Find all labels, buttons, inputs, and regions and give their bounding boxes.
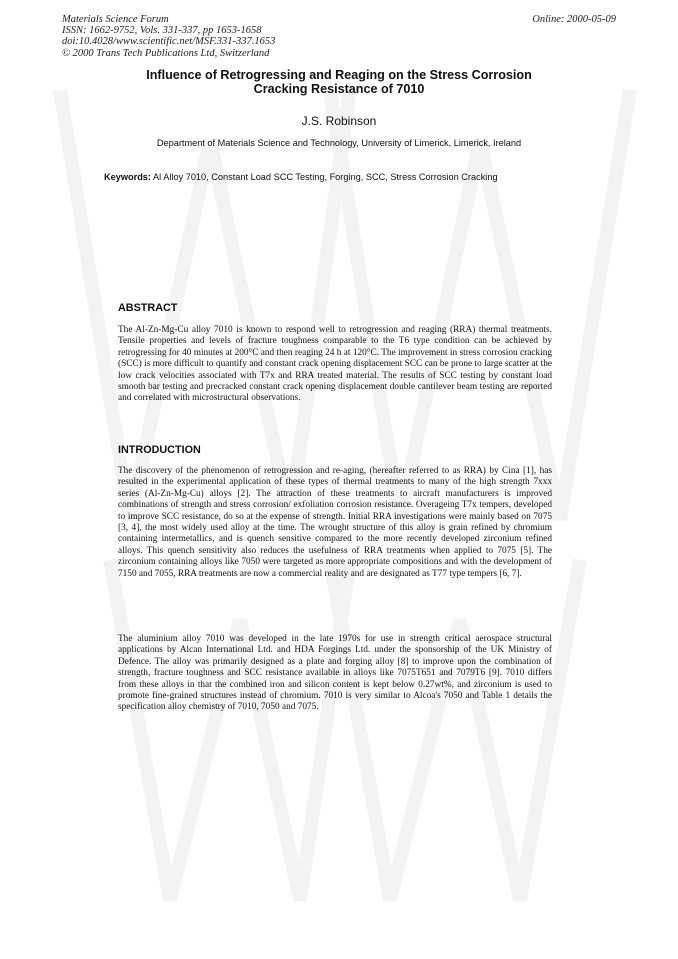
keywords-label: Keywords: xyxy=(104,172,151,182)
issn-line: ISSN: 1662-9752, Vols. 331-337, pp 1653-1658 xyxy=(62,25,262,37)
abstract-text: The Al-Zn-Mg-Cu alloy 7010 is known to respond well to retrogression and reaging (RRA) thermal treatments. Tensile properties and levels of fracture toughness comparable to the T6 type condition can be achieved by retrogressing for 40 minutes at 200°C and then reaging 24 h at 120°C. The improvement in stress corrosion cracking (SCC) is more difficult to quantify and constant crack opening displacement SCC can be prone to large scatter at the low crack velocities associated with T7x and RRA treated material. The results of SCC testing by constant load smooth bar testing and precracked constant crack opening displacement double cantilever beam testing are reported and correlated with microstructural observations. xyxy=(118,325,552,404)
introduction-paragraph-2: The aluminium alloy 7010 was developed in the late 1970s for use in strength critical aerospace structural applications by Alcan International Ltd. and HDA Forgings Ltd. under the sponsorship of the UK Ministry of Defence. The alloy was primarily designed as a plate and forging alloy [8] to improve upon the combination of strength, fracture toughness and SCC resistance available in alloys like 7075T651 and 7079T6 [9]. 7010 differs from these alloys in that the combined iron and silicon content is kept below 0.27wt%, and zirconium is used to promote fine-grained structures instead of chromium. 7010 is very similar to Alcoa's 7050 and Table 1 details the specification alloy chemistry of 7010, 7050 and 7075. xyxy=(118,634,552,713)
affiliation: Department of Materials Science and Technology, University of Limerick, Limerick, Ireland xyxy=(156,138,522,148)
introduction-heading: INTRODUCTION xyxy=(118,444,201,456)
title-line-1: Influence of Retrogressing and Reaging on the Stress Corrosion xyxy=(146,68,532,82)
keywords-line xyxy=(104,172,498,182)
introduction-paragraph-1: The discovery of the phenomenon of retrogression and re-aging, (hereafter referred to as RRA) by Cina [1], has resulted in the experimental application of these types of thermal treatments to many of the high strength 7xxx series (Al-Zn-Mg-Cu) alloys [2]. The attraction of these treatments to aircraft manufacturers is improved combinations of strength and stress corrosion/ exfoliation corrosion resistance. Overageing T7x tempers, developed to improve SCC resistance, do so at the expense of strength. Initial RRA investigations were mainly based on 7075 [3, 4], the most widely used alloy at the time. The wrought structure of this alloy is grain refined by chromium containing intermetallics, and is quench sensitive compared to the more recently developed zirconium refined alloys. This quench sensitivity also reduces the usefulness of RRA treatments when applied to 7075 [5]. The zirconium containing alloys like 7050 were targeted as more appropriate compositions and with the development of 7150 and 7055, RRA treatments are now a commercial reality and are designated as T77 type tempers [6, 7]. xyxy=(118,466,552,579)
journal-name: Materials Science Forum xyxy=(62,14,169,25)
publication-info xyxy=(62,14,275,59)
title-line-2: Cracking Resistance of 7010 xyxy=(253,82,425,96)
abstract-heading: ABSTRACT xyxy=(118,302,178,314)
doi-line[interactable]: doi:10.4028/www.scientific.net/MSF.331-337.1653 xyxy=(62,36,276,48)
online-date: Online: 2000-05-09 xyxy=(532,14,616,25)
keywords-list: Al Alloy 7010, Constant Load SCC Testing, Forging, SCC, Stress Corrosion Cracking xyxy=(153,172,498,182)
author-name: J.S. Robinson xyxy=(301,114,377,128)
paper-title xyxy=(80,68,598,96)
copyright-line: © 2000 Trans Tech Publications Ltd, Switzerland xyxy=(62,47,270,59)
